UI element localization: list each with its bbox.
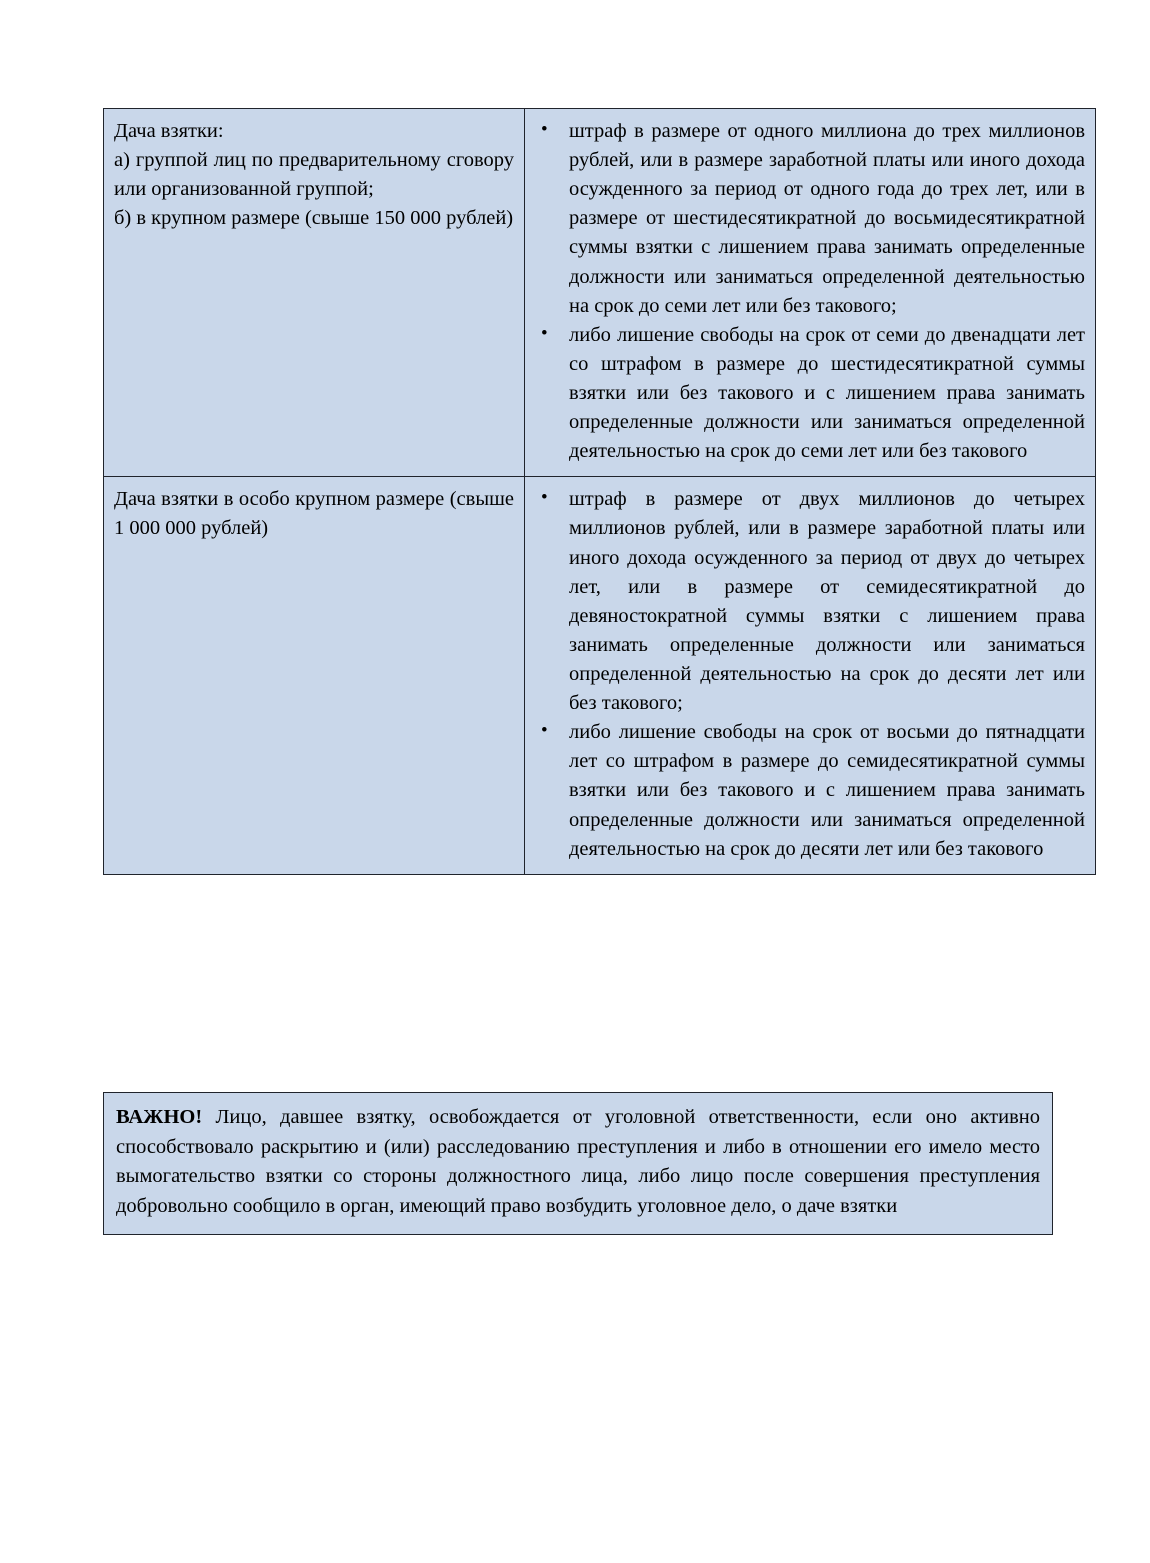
offense-item-a: а) группой лиц по предварительному сговору или организованной группой; [114, 149, 514, 201]
important-note [103, 1092, 1053, 1235]
list-item [535, 117, 1085, 321]
punishment-text: либо лишение свободы на срок от восьми до пятнадцати лет со штрафом в размере до семидесятикратной суммы взятки или без такового и с лишением права занимать определенные должности или заниматься определенной деятельностью на срок до десяти лет или без такового [569, 721, 1085, 860]
important-keyword: ВАЖНО! [116, 1106, 203, 1128]
punishment-cell [525, 477, 1096, 874]
offense-title: Дача взятки: [114, 120, 224, 142]
list-item [535, 485, 1085, 718]
punishment-list [535, 485, 1085, 863]
offense-item-b: б) в крупном размере (свыше 150 000 рублей) [114, 207, 514, 230]
penalties-table [103, 108, 1096, 875]
punishment-cell [525, 109, 1096, 477]
offense-cell [104, 109, 525, 477]
punishment-text: штраф в размере от двух миллионов до четырех миллионов рублей, или в размере заработной платы или иного дохода осужденного за период от двух до четырех лет, или в размере от семидесятикратной до девяностократной суммы взятки с лишением права занимать определенные должности или заниматься определенной деятельностью на срок до десяти лет или без такового; [569, 488, 1085, 715]
bullet-icon: • [541, 322, 548, 344]
list-item [535, 718, 1085, 864]
punishment-text: либо лишение свободы на срок от семи до двенадцати лет со штрафом в размере до шестидесятикратной суммы взятки или без такового и с лишением права занимать определенные должности или заниматься определенной деятельностью на срок до семи лет или без такового [569, 323, 1085, 463]
bullet-icon: • [541, 119, 548, 140]
punishment-text: штраф в размере от одного миллиона до трех миллионов рублей, или в размере заработной платы или иного дохода осужденного за период от одного года до трех лет, или в размере от шестидесятикратной до восьмидесятикратной суммы взятки с лишением права занимать определенные должности или заниматься определенной деятельностью на срок до семи лет или без такового; [569, 120, 1085, 317]
important-text: Лицо, давшее взятку, освобождается от уголовной ответственности, если оно активно способствовало раскрытию и (или) расследованию преступления и либо в отношении его имело место вымогательство взятки со стороны должностного лица, либо лицо после совершения преступления добровольно сообщило в орган, имеющий право возбудить уголовное дело, о даче взятки [116, 1106, 1040, 1218]
bullet-icon: • [541, 487, 548, 509]
table-row [104, 477, 1096, 874]
offense-title: Дача взятки в особо крупном размере (свыше 1 000 000 рублей) [114, 488, 514, 540]
table-row [104, 109, 1096, 477]
list-item [535, 321, 1085, 467]
bullet-icon: • [541, 720, 548, 742]
punishment-list [535, 117, 1085, 466]
offense-cell [104, 477, 525, 874]
